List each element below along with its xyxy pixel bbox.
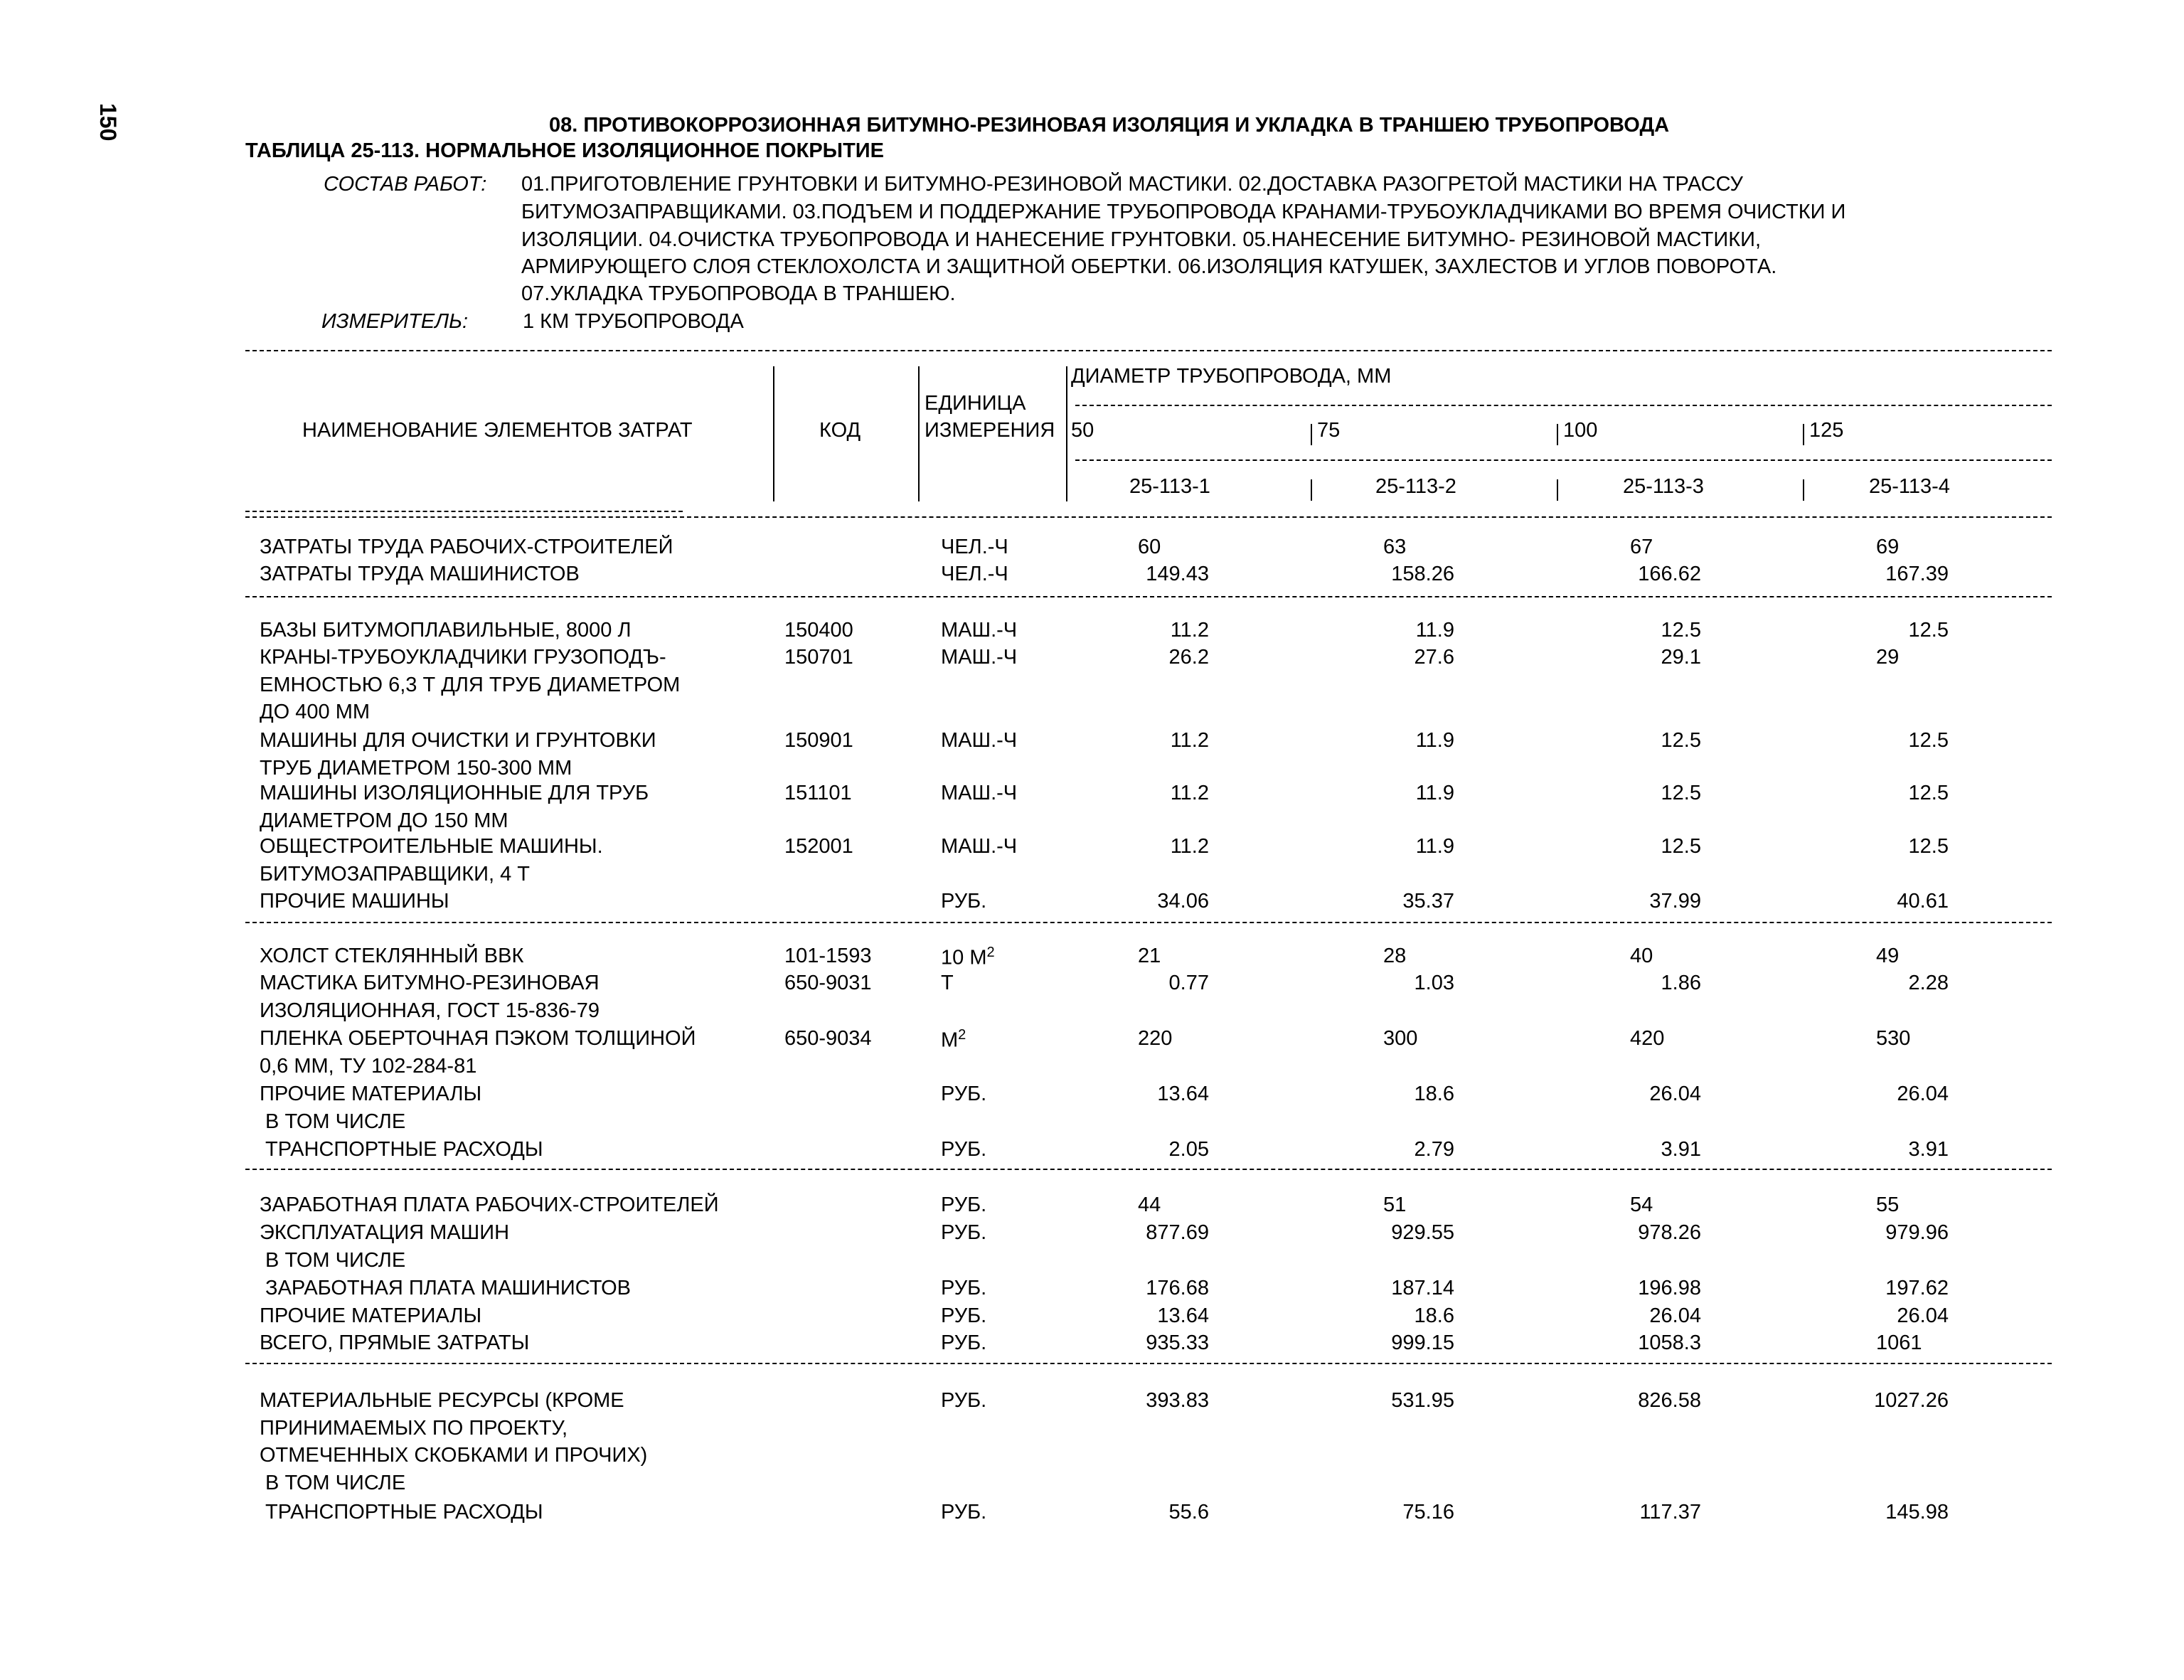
- row-value: 54: [1630, 1193, 1653, 1216]
- row-value: 197.62: [1885, 1277, 1949, 1299]
- row-name: ТРАНСПОРТНЫЕ РАСХОДЫ: [260, 1501, 543, 1524]
- row-unit: МАШ.-Ч: [941, 835, 1018, 858]
- row-value: 63: [1383, 536, 1407, 558]
- row-name: ПЛЕНКА ОБЕРТОЧНАЯ ПЭКОМ ТОЛЩИНОЙ: [260, 1027, 696, 1050]
- row-name: МАШИНЫ ДЛЯ ОЧИСТКИ И ГРУНТОВКИ: [260, 729, 656, 752]
- row-value: 34.06: [1157, 890, 1209, 913]
- row-name: ЭКСПЛУАТАЦИЯ МАШИН: [260, 1221, 510, 1244]
- row-name: МАТЕРИАЛЬНЫЕ РЕСУРСЫ (КРОМЕ: [260, 1389, 624, 1412]
- row-value: 300: [1383, 1027, 1418, 1050]
- row-value: 12.5: [1661, 619, 1701, 642]
- header-bottom-rule: [245, 516, 2052, 518]
- row-value: 29: [1876, 646, 1900, 669]
- header-unit-line2: ИЗМЕРЕНИЯ: [925, 419, 1055, 442]
- row-value: 1.03: [1414, 972, 1454, 994]
- section-rule: [245, 1169, 2052, 1170]
- header-unit-line1: ЕДИНИЦА: [925, 392, 1026, 415]
- row-value: 69: [1876, 536, 1900, 558]
- header-diam-125: 125: [1809, 419, 1844, 442]
- row-code: 150400: [784, 619, 853, 642]
- row-value: 21: [1138, 945, 1161, 967]
- section-rule: [245, 1363, 2052, 1364]
- row-unit: МАШ.-Ч: [941, 619, 1018, 642]
- row-value: 11.9: [1415, 729, 1454, 752]
- row-value: 1027.26: [1874, 1389, 1949, 1412]
- row-value: 3.91: [1661, 1138, 1701, 1161]
- header-diam-100: 100: [1563, 419, 1598, 442]
- row-value: 55: [1876, 1193, 1900, 1216]
- header-code: КОД: [819, 419, 861, 442]
- header-rule-left: [245, 511, 683, 512]
- row-value: 420: [1630, 1027, 1665, 1050]
- row-value: 187.14: [1391, 1277, 1454, 1299]
- row-value: 393.83: [1146, 1389, 1209, 1412]
- row-unit: РУБ.: [941, 1331, 987, 1354]
- row-value: 12.5: [1908, 835, 1949, 858]
- row-value: 12.5: [1908, 729, 1949, 752]
- row-value: 877.69: [1146, 1221, 1209, 1244]
- row-value: 11.9: [1415, 619, 1454, 642]
- row-code: 650-9031: [784, 972, 872, 994]
- row-name: 0,6 ММ, ТУ 102-284-81: [260, 1054, 477, 1078]
- row-value: 40.61: [1897, 890, 1949, 913]
- section-rule: [245, 922, 2052, 923]
- row-value: 220: [1138, 1027, 1173, 1050]
- row-code: 152001: [784, 835, 853, 858]
- row-value: 3.91: [1908, 1138, 1949, 1161]
- header-diam-50: 50: [1071, 419, 1094, 442]
- row-value: 929.55: [1391, 1221, 1454, 1244]
- header-diam-75: 75: [1317, 419, 1341, 442]
- row-value: 40: [1630, 945, 1653, 967]
- row-value: 18.6: [1414, 1083, 1454, 1105]
- header-name: НАИМЕНОВАНИЕ ЭЛЕМЕНТОВ ЗАТРАТ: [302, 419, 693, 442]
- measure-label: ИЗМЕРИТЕЛЬ:: [321, 310, 469, 333]
- row-unit: РУБ.: [941, 890, 987, 913]
- row-value: 26.04: [1649, 1083, 1701, 1105]
- row-value: 117.37: [1639, 1501, 1701, 1524]
- row-name: ЗАТРАТЫ ТРУДА МАШИНИСТОВ: [260, 563, 580, 585]
- row-code: 150701: [784, 646, 853, 669]
- row-value: 11.2: [1170, 729, 1209, 752]
- row-value: 0.77: [1168, 972, 1209, 994]
- row-value: 999.15: [1391, 1331, 1454, 1354]
- row-unit: РУБ.: [941, 1138, 987, 1161]
- row-name: ПРОЧИЕ МАТЕРИАЛЫ: [260, 1304, 482, 1327]
- row-value: 12.5: [1908, 782, 1949, 804]
- composition-line: АРМИРУЮЩЕГО СЛОЯ СТЕКЛОХОЛСТА И ЗАЩИТНОЙ ОБЕРТКИ. 06.ИЗОЛЯЦИЯ КАТУШЕК, ЗАХЛЕСТОВ И УГЛОВ ПОВОРОТА.: [521, 255, 1777, 278]
- row-value: 158.26: [1391, 563, 1454, 585]
- row-value: 11.2: [1170, 619, 1209, 642]
- row-value: 26.04: [1897, 1304, 1949, 1327]
- row-value: 145.98: [1885, 1501, 1949, 1524]
- row-code: 150901: [784, 729, 853, 752]
- row-unit: МАШ.-Ч: [941, 782, 1018, 804]
- page-number: 150: [95, 103, 121, 142]
- row-code: 650-9034: [784, 1027, 872, 1050]
- row-unit: РУБ.: [941, 1389, 987, 1412]
- row-value: 11.9: [1415, 835, 1454, 858]
- row-unit: Т: [941, 972, 954, 994]
- header-col-4: 25-113-4: [1869, 475, 1950, 498]
- row-name: ОБЩЕСТРОИТЕЛЬНЫЕ МАШИНЫ.: [260, 835, 603, 858]
- row-unit: $М^2$: [941, 1027, 966, 1052]
- row-name: В ТОМ ЧИСЛЕ: [260, 1110, 406, 1133]
- row-unit: РУБ.: [941, 1304, 987, 1327]
- row-value: 28: [1383, 945, 1407, 967]
- row-value: 826.58: [1638, 1389, 1701, 1412]
- row-code: 101-1593: [784, 945, 872, 967]
- row-value: 149.43: [1146, 563, 1209, 585]
- row-name: ПРОЧИЕ МАШИНЫ: [260, 890, 449, 913]
- row-name: ТРАНСПОРТНЫЕ РАСХОДЫ: [260, 1138, 543, 1161]
- row-value: 12.5: [1661, 782, 1701, 804]
- row-name: КРАНЫ-ТРУБОУКЛАДЧИКИ ГРУЗОПОДЪ-: [260, 646, 666, 669]
- row-value: 12.5: [1661, 729, 1701, 752]
- row-value: 1.86: [1661, 972, 1701, 994]
- row-value: 55.6: [1168, 1501, 1209, 1524]
- row-value: 11.9: [1415, 782, 1454, 804]
- row-value: 51: [1383, 1193, 1407, 1216]
- row-name: ТРУБ ДИАМЕТРОМ 150-300 ММ: [260, 756, 572, 780]
- row-value: 2.28: [1908, 972, 1949, 994]
- row-unit: ЧЕЛ.-Ч: [941, 563, 1008, 585]
- row-name: МАШИНЫ ИЗОЛЯЦИОННЫЕ ДЛЯ ТРУБ: [260, 782, 649, 804]
- row-value: 44: [1138, 1193, 1161, 1216]
- row-value: 26.2: [1168, 646, 1209, 669]
- row-value: 13.64: [1157, 1083, 1209, 1105]
- row-unit: РУБ.: [941, 1277, 987, 1299]
- row-value: 530: [1876, 1027, 1911, 1050]
- row-value: 26.04: [1897, 1083, 1949, 1105]
- header-col-1: 25-113-1: [1129, 475, 1210, 498]
- row-name: ЗАРАБОТНАЯ ПЛАТА МАШИНИСТОВ: [260, 1277, 632, 1299]
- row-unit: МАШ.-Ч: [941, 729, 1018, 752]
- row-name: В ТОМ ЧИСЛЕ: [260, 1471, 406, 1494]
- row-name: БИТУМОЗАПРАВЩИКИ, 4 Т: [260, 862, 530, 886]
- row-value: 1061: [1876, 1331, 1922, 1354]
- row-name: В ТОМ ЧИСЛЕ: [260, 1248, 406, 1272]
- row-value: 2.05: [1168, 1138, 1209, 1161]
- row-unit: РУБ.: [941, 1083, 987, 1105]
- row-value: 979.96: [1885, 1221, 1949, 1244]
- row-unit: РУБ.: [941, 1501, 987, 1524]
- row-value: 12.5: [1908, 619, 1949, 642]
- row-value: 196.98: [1638, 1277, 1701, 1299]
- row-value: 978.26: [1638, 1221, 1701, 1244]
- row-name: ЗАТРАТЫ ТРУДА РАБОЧИХ-СТРОИТЕЛЕЙ: [260, 536, 673, 558]
- row-name: ДИАМЕТРОМ ДО 150 ММ: [260, 809, 508, 832]
- row-value: 37.99: [1649, 890, 1701, 913]
- row-value: 2.79: [1414, 1138, 1454, 1161]
- row-name: ХОЛСТ СТЕКЛЯННЫЙ ВВК: [260, 945, 524, 967]
- measure-value: 1 КМ ТРУБОПРОВОДА: [523, 310, 744, 333]
- row-name: ЗАРАБОТНАЯ ПЛАТА РАБОЧИХ-СТРОИТЕЛЕЙ: [260, 1193, 719, 1216]
- section-rule: [245, 596, 2052, 597]
- row-unit: 10 $М^2$: [941, 945, 995, 969]
- row-name: ПРИНИМАЕМЫХ ПО ПРОЕКТУ,: [260, 1416, 568, 1440]
- row-name: ПРОЧИЕ МАТЕРИАЛЫ: [260, 1083, 482, 1105]
- composition-line: 07.УКЛАДКА ТРУБОПРОВОДА В ТРАНШЕЮ.: [521, 282, 956, 305]
- row-name: ИЗОЛЯЦИОННАЯ, ГОСТ 15-836-79: [260, 999, 600, 1022]
- row-value: 13.64: [1157, 1304, 1209, 1327]
- row-value: 60: [1138, 536, 1161, 558]
- row-name: МАСТИКА БИТУМНО-РЕЗИНОВАЯ: [260, 972, 600, 994]
- row-value: 29.1: [1661, 646, 1701, 669]
- row-name: ДО 400 ММ: [260, 701, 371, 723]
- header-col-3: 25-113-3: [1623, 475, 1704, 498]
- table-title: ТАБЛИЦА 25-113. НОРМАЛЬНОЕ ИЗОЛЯЦИОННОЕ ПОКРЫТИЕ: [245, 139, 884, 162]
- header-diameter: ДИАМЕТР ТРУБОПРОВОДА, ММ: [1071, 365, 1392, 388]
- section-title: 08. ПРОТИВОКОРРОЗИОННАЯ БИТУМНО-РЕЗИНОВАЯ ИЗОЛЯЦИЯ И УКЛАДКА В ТРАНШЕЮ ТРУБОПРОВОДА: [549, 114, 1670, 137]
- row-unit: РУБ.: [941, 1221, 987, 1244]
- composition-line: ИЗОЛЯЦИИ. 04.ОЧИСТКА ТРУБОПРОВОДА И НАНЕСЕНИЕ ГРУНТОВКИ. 05.НАНЕСЕНИЕ БИТУМНО- РЕЗИНОВОЙ МАСТИКИ,: [521, 228, 1762, 251]
- row-value: 18.6: [1414, 1304, 1454, 1327]
- row-value: 67: [1630, 536, 1653, 558]
- row-value: 75.16: [1402, 1501, 1454, 1524]
- row-value: 166.62: [1638, 563, 1701, 585]
- row-name: БАЗЫ БИТУМОПЛАВИЛЬНЫЕ, 8000 Л: [260, 619, 632, 642]
- row-value: 11.2: [1170, 835, 1209, 858]
- composition-line: БИТУМОЗАПРАВЩИКАМИ. 03.ПОДЪЕМ И ПОДДЕРЖАНИЕ ТРУБОПРОВОДА КРАНАМИ-ТРУБОУКЛАДЧИКАМИ ВО ВРЕМЯ ОЧИСТКИ И: [521, 201, 1846, 223]
- row-unit: РУБ.: [941, 1193, 987, 1216]
- row-value: 12.5: [1661, 835, 1701, 858]
- row-value: 11.2: [1170, 782, 1209, 804]
- row-value: 935.33: [1146, 1331, 1209, 1354]
- row-value: 27.6: [1414, 646, 1454, 669]
- row-code: 151101: [784, 782, 852, 804]
- composition-label: СОСТАВ РАБОТ:: [324, 173, 487, 196]
- row-value: 176.68: [1146, 1277, 1209, 1299]
- row-name: ЕМНОСТЬЮ 6,3 Т ДЛЯ ТРУБ ДИАМЕТРОМ: [260, 673, 681, 696]
- row-value: 49: [1876, 945, 1900, 967]
- header-col-2: 25-113-2: [1375, 475, 1456, 498]
- row-value: 26.04: [1649, 1304, 1701, 1327]
- row-unit: МАШ.-Ч: [941, 646, 1018, 669]
- row-unit: ЧЕЛ.-Ч: [941, 536, 1008, 558]
- row-value: 1058.3: [1638, 1331, 1701, 1354]
- composition-line: 01.ПРИГОТОВЛЕНИЕ ГРУНТОВКИ И БИТУМНО-РЕЗИНОВОЙ МАСТИКИ. 02.ДОСТАВКА РАЗОГРЕТОЙ МАСТИКИ НА ТРАССУ: [521, 173, 1743, 196]
- row-value: 35.37: [1402, 890, 1454, 913]
- row-name: ВСЕГО, ПРЯМЫЕ ЗАТРАТЫ: [260, 1331, 530, 1354]
- row-value: 531.95: [1391, 1389, 1454, 1412]
- row-name: ОТМЕЧЕННЫХ СКОБКАМИ И ПРОЧИХ): [260, 1444, 648, 1467]
- row-value: 167.39: [1885, 563, 1949, 585]
